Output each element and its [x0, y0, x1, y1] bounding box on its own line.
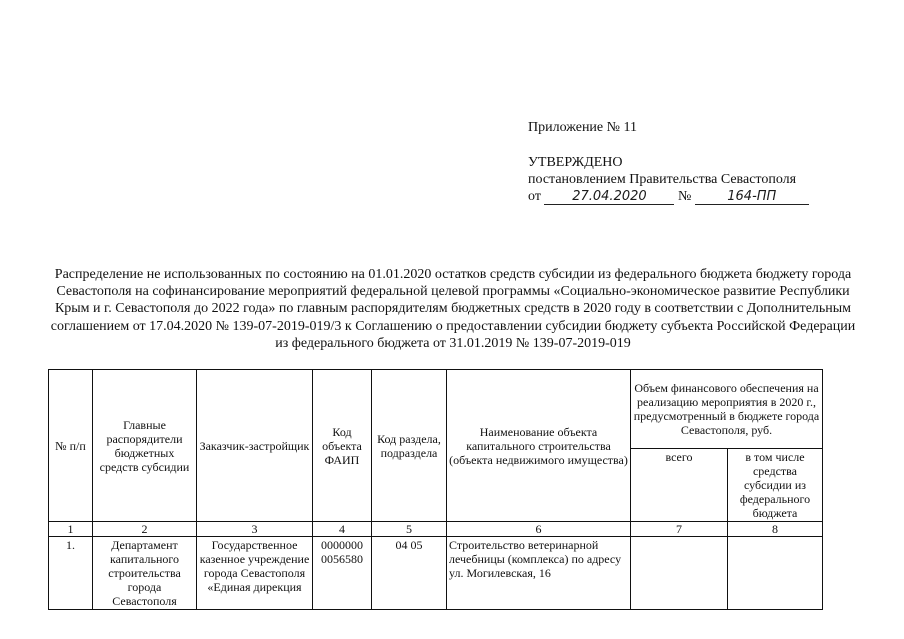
column-number: 3 [197, 522, 313, 537]
approved-label: УТВЕРЖДЕНО [528, 155, 623, 170]
column-number: 2 [93, 522, 197, 537]
column-number: 6 [447, 522, 631, 537]
column-number: 7 [631, 522, 728, 537]
date-number-line [528, 188, 809, 205]
number-label: № [677, 189, 692, 204]
table-row [49, 537, 823, 610]
header-customer: Заказчик-застройщик [197, 370, 313, 522]
header-total: всего [631, 449, 728, 522]
header-row [49, 370, 823, 449]
document-title: Распределение не использованных по состоянию на 01.01.2020 остатков средств субсидии из федерального бюджета бюджету города Севастополя на софинансирование мероприятий федеральной целевой программы «Социально-экономическое развитие Республики Крым и г. Севастополя до 2022 года» по главным распорядителям бюджетных средств в 2020 году в соответствии с Дополнительным соглашением от 17.04.2020 № 139-07-2019-019/3 к Соглашению о предоставлении субсидии бюджету субъекта Российской Федерации из федерального бюджета от 31.01.2019 № 139-07-2019-019 [50, 267, 856, 351]
distribution-table [48, 369, 823, 610]
appendix-label: Приложение № 11 [528, 120, 637, 135]
header-object-name: Наименование объекта капитального строительства (объекта недвижимого имущества) [447, 370, 631, 522]
column-number: 4 [313, 522, 372, 537]
column-number-row [49, 522, 823, 537]
approval-block [528, 119, 809, 205]
header-num: № п/п [49, 370, 93, 522]
row-num: 1. [49, 537, 93, 610]
approval-number: 164-ПП [695, 190, 809, 205]
from-label: от [528, 189, 541, 204]
row-section-code: 04 05 [372, 537, 447, 610]
column-number: 8 [728, 522, 823, 537]
header-volume: Объем финансового обеспечения на реализацию мероприятия в 2020 г., предусмотренный в бюджете города Севастополя, руб. [631, 370, 823, 449]
row-federal [728, 537, 823, 610]
row-manager: Департамент капитального строительства города Севастополя [93, 537, 197, 610]
header-federal: в том числе средства субсидии из федерального бюджета [728, 449, 823, 522]
approval-date: 27.04.2020 [544, 190, 674, 205]
row-customer: Государственное казенное учреждение города Севастополя «Единая дирекция [197, 537, 313, 610]
row-total [631, 537, 728, 610]
row-object-name: Строительство ветеринарной лечебницы (комплекса) по адресу ул. Могилевская, 16 [447, 537, 631, 610]
header-managers: Главные распорядители бюджетных средств субсидии [93, 370, 197, 522]
column-number: 1 [49, 522, 93, 537]
resolution-label: постановлением Правительства Севастополя [528, 172, 797, 187]
header-faip-code: Код объекта ФАИП [313, 370, 372, 522]
column-number: 5 [372, 522, 447, 537]
row-faip-code: 0000000 0056580 [313, 537, 372, 610]
header-section-code: Код раздела, подраздела [372, 370, 447, 522]
